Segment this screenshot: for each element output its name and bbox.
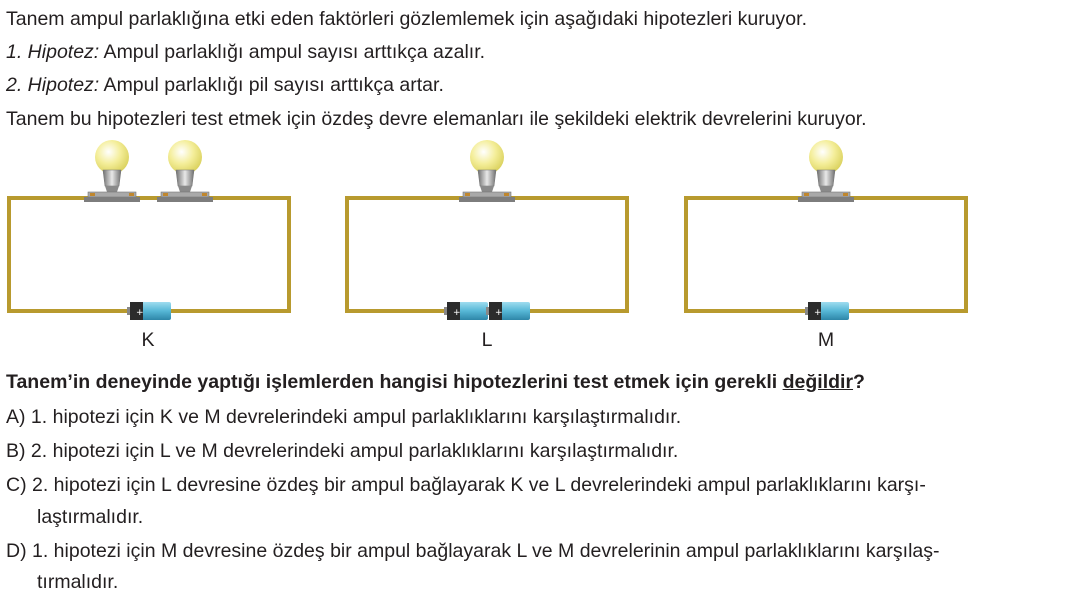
- circuit-label-k: K: [141, 329, 155, 351]
- option-d-continued[interactable]: tırmalıdır.: [37, 571, 119, 593]
- plus-sign: +: [814, 308, 822, 318]
- circuit-k-battery: [127, 302, 171, 320]
- circuit-m: [686, 140, 966, 351]
- hypothesis-1-text: Ampul parlaklığı ampul sayısı arttıkça azalır.: [99, 41, 486, 63]
- circuit-k-bulb-1: [84, 140, 140, 202]
- circuit-l-wire: [347, 198, 627, 311]
- circuit-l-bulb: [459, 140, 515, 202]
- circuit-m-bulb: [798, 140, 854, 202]
- option-a[interactable]: A) 1. hipotezi için K ve M devrelerindeki ampul parlaklıklarını karşılaştırmalıdır.: [6, 406, 682, 428]
- circuit-l: [347, 140, 627, 351]
- hypothesis-1-label: 1. Hipotez:: [6, 41, 100, 63]
- intro-line-1: Tanem ampul parlaklığına etki eden faktörleri gözlemlemek için aşağıdaki hipotezleri kuruyor.: [6, 8, 807, 30]
- hypothesis-2: [6, 74, 444, 97]
- circuit-l-battery-2: [486, 302, 530, 320]
- question-mark: ?: [853, 371, 865, 393]
- circuit-m-wire: [686, 198, 966, 311]
- circuit-l-battery-1: [444, 302, 488, 320]
- intro-line-4: Tanem bu hipotezleri test etmek için özdeş devre elemanları ile şekildeki elektrik devrelerini kuruyor.: [6, 108, 867, 130]
- plus-sign: +: [495, 308, 503, 318]
- circuit-label-l: L: [481, 329, 493, 351]
- option-c[interactable]: C) 2. hipotezi için L devresine özdeş bir ampul bağlayarak K ve L devrelerindeki ampul parlaklıklarını karşı-: [6, 474, 926, 496]
- hypothesis-2-text: Ampul parlaklığı pil sayısı arttıkça artar.: [99, 74, 444, 96]
- circuit-k-wire: [9, 198, 289, 311]
- circuit-k-bulb-2: [157, 140, 213, 202]
- circuit-k: [9, 140, 289, 351]
- hypothesis-2-label: 2. Hipotez:: [6, 74, 100, 96]
- option-b[interactable]: B) 2. hipotezi için L ve M devrelerindeki ampul parlaklıklarını karşılaştırmalıdır.: [6, 440, 679, 462]
- plus-sign: +: [136, 308, 144, 318]
- plus-sign: +: [453, 308, 461, 318]
- circuit-m-battery: [805, 302, 849, 320]
- hypothesis-1: [6, 41, 485, 64]
- question: [6, 371, 865, 394]
- circuit-diagrams: [0, 140, 1078, 355]
- option-d[interactable]: D) 1. hipotezi için M devresine özdeş bir ampul bağlayarak L ve M devrelerinin ampul parlaklıklarını karşılaş-: [6, 540, 940, 562]
- question-underlined: değildir: [782, 371, 854, 393]
- option-c-continued[interactable]: laştırmalıdır.: [37, 506, 144, 528]
- question-text: Tanem’in deneyinde yaptığı işlemlerden hangisi hipotezlerini test etmek için gerekli: [6, 371, 783, 393]
- circuit-label-m: M: [817, 329, 835, 351]
